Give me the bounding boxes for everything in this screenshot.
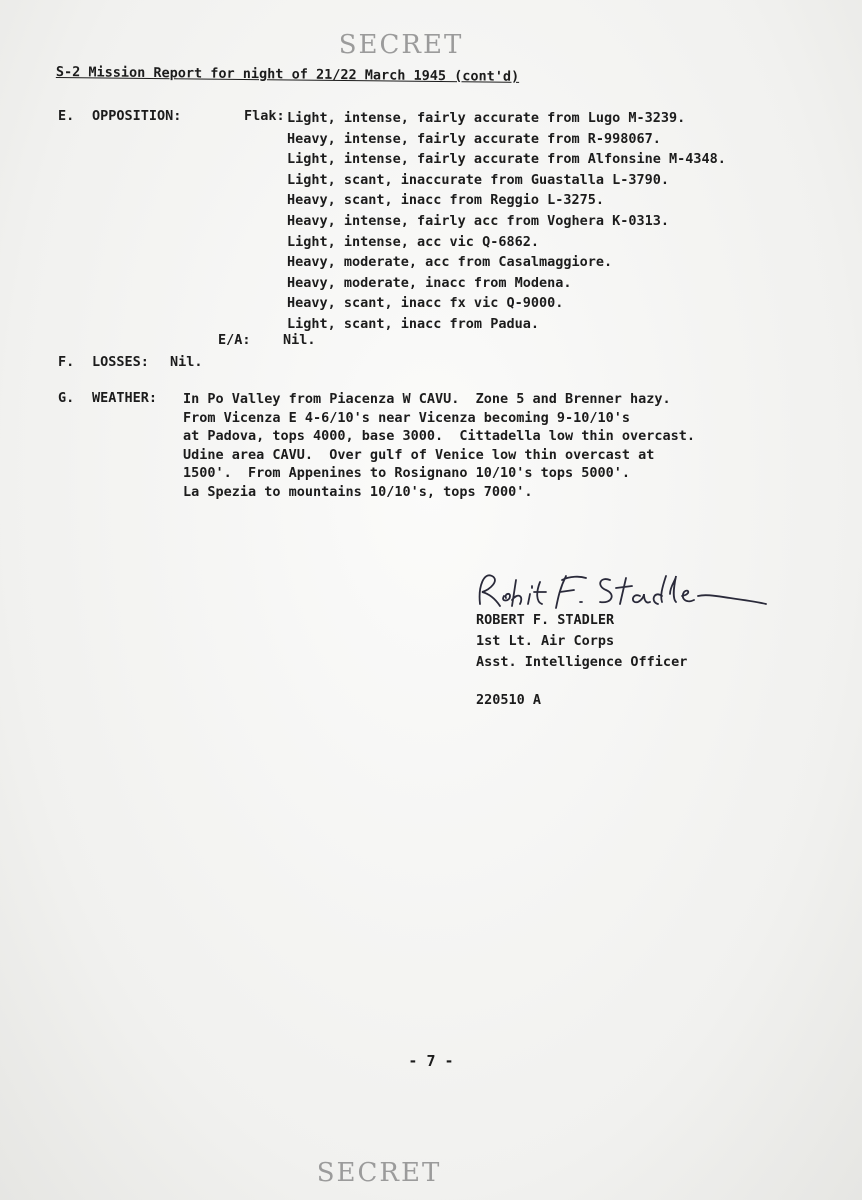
flak-line: Heavy, scant, inacc from Reggio L-3275.: [287, 192, 604, 209]
signature-block: [476, 610, 687, 673]
signatory-name: ROBERT F. STADLER: [476, 612, 615, 628]
section-g-letter: G.: [58, 390, 75, 406]
section-f-letter: F.: [58, 354, 75, 370]
flak-list: [287, 108, 726, 335]
weather-line: In Po Valley from Piacenza W CAVU. Zone 5 and Brenner hazy.: [183, 391, 671, 407]
ea-label: E/A:: [218, 332, 251, 348]
flak-line: Light, intense, fairly accurate from Lugo M-3239.: [287, 110, 686, 126]
flak-line: Heavy, intense, fairly acc from Voghera K-0313.: [287, 212, 670, 229]
signatory-title: Asst. Intelligence Officer: [476, 654, 688, 670]
flak-line: Heavy, moderate, inacc from Modena.: [287, 274, 572, 291]
flak-line: Heavy, scant, inacc fx vic Q-9000.: [287, 295, 564, 312]
reference-number: 220510 A: [476, 692, 542, 708]
report-heading: S-2 Mission Report for night of 21/22 March 1945 (cont'd): [55, 64, 520, 85]
page-number: - 7 -: [408, 1052, 454, 1070]
flak-line: Light, intense, fairly accurate from Alfonsine M-4348.: [287, 151, 726, 168]
weather-line: From Vicenza E 4-6/10's near Vicenza becoming 9-10/10's: [183, 409, 631, 426]
weather-line: 1500'. From Appenines to Rosignano 10/10's tops 5000'.: [183, 465, 631, 481]
flak-label: Flak:: [244, 108, 285, 124]
section-e-label: OPPOSITION:: [92, 108, 182, 124]
secret-stamp-bottom: SECRET: [316, 1158, 442, 1188]
losses-value: Nil.: [170, 354, 203, 370]
section-f-label: LOSSES:: [92, 354, 149, 370]
secret-stamp-top: SECRET: [338, 30, 464, 60]
signatory-rank: 1st Lt. Air Corps: [476, 633, 615, 649]
weather-text: [183, 390, 695, 501]
weather-line: at Padova, tops 4000, base 3000. Cittadella low thin overcast.: [183, 428, 696, 444]
flak-line: Light, scant, inacc from Padua.: [287, 315, 539, 332]
flak-line: Heavy, intense, fairly accurate from R-998067.: [287, 130, 661, 147]
handwritten-signature: [470, 566, 770, 612]
flak-line: Light, scant, inaccurate from Guastalla L-3790.: [287, 171, 670, 188]
weather-line: La Spezia to mountains 10/10's, tops 7000'.: [183, 483, 533, 500]
ea-value: Nil.: [283, 332, 316, 348]
section-e-letter: E.: [58, 108, 75, 124]
flak-line: Light, intense, acc vic Q-6862.: [287, 233, 539, 250]
section-g-label: WEATHER:: [92, 390, 158, 406]
weather-line: Udine area CAVU. Over gulf of Venice low thin overcast at: [183, 446, 655, 463]
flak-line: Heavy, moderate, acc from Casalmaggiore.: [287, 254, 613, 271]
